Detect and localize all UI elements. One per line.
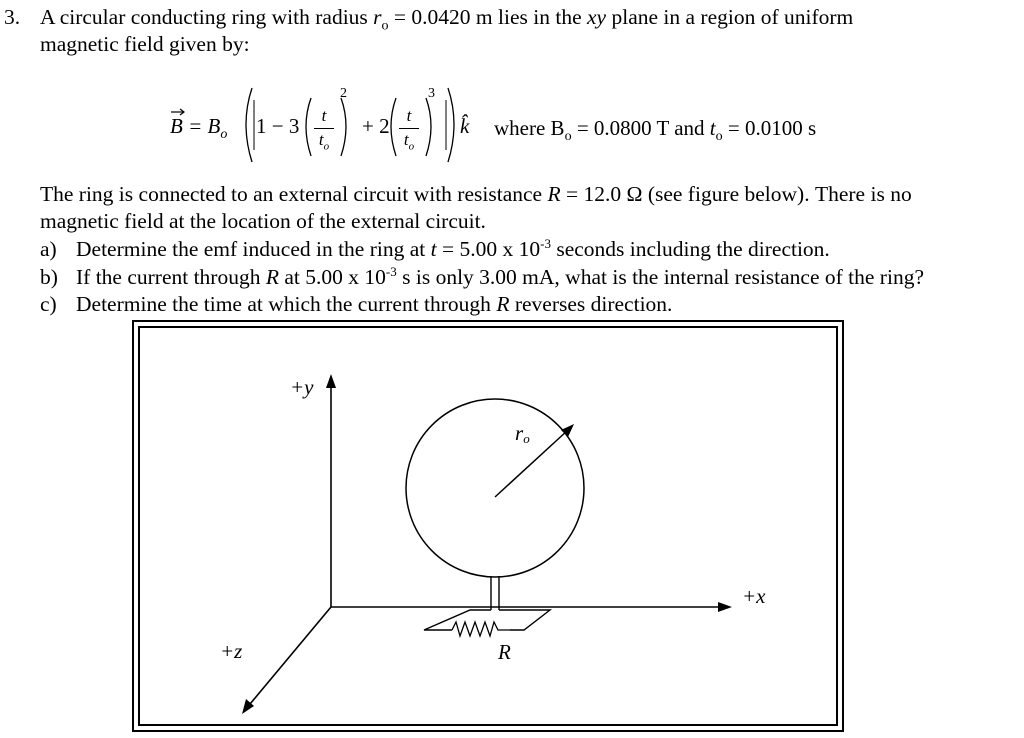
body-text-line2: magnetic field at the location of the external circuit. xyxy=(40,209,486,233)
fraction-2-bar xyxy=(399,128,419,129)
exponent-3: 3 xyxy=(428,86,435,101)
figure-frame-outer xyxy=(133,321,843,731)
z-axis-label: +z xyxy=(220,639,243,663)
circuit-figure xyxy=(132,320,844,732)
exponent-2: 2 xyxy=(340,86,347,101)
fraction-2-numerator: t xyxy=(406,106,412,125)
y-axis-label: +y xyxy=(290,375,314,399)
question-a: a) Determine the emf induced in the ring at t = 5.00 x $10^{-3}$ seconds including the direction. xyxy=(40,236,830,261)
equation-where-clause: where $B_o = 0.0800$ T and $t_o = 0.0100$ s xyxy=(494,116,817,145)
problem-intro-line2: magnetic field given by: xyxy=(40,32,250,56)
y-axis-arrow-icon xyxy=(326,374,336,388)
fraction-1-numerator: t xyxy=(321,106,327,125)
equation-lhs: $B = B_o$ xyxy=(170,114,228,143)
figure-frame-inner xyxy=(139,327,837,725)
question-c: c) Determine the time at which the current through R reverses direction. xyxy=(40,292,673,316)
resistor-icon xyxy=(452,622,510,636)
resistor-label: R xyxy=(498,640,511,664)
fraction-1-bar xyxy=(314,128,334,129)
magnetic-field-equation xyxy=(168,84,1024,164)
radius-label: ro xyxy=(515,421,530,446)
fraction-2-denominator: $t_o$ xyxy=(403,130,415,153)
equation-one-minus: 1 − 3 xyxy=(256,114,300,138)
fraction-1-denominator: $t_o$ xyxy=(318,130,330,153)
problem-number: 3. xyxy=(4,5,21,29)
x-axis-label: +x xyxy=(742,584,766,608)
equation-plus-two: + 2 xyxy=(362,114,390,138)
question-b: b) If the current through R at 5.00 x $10^{-3}$ s is only 3.00 mA, what is the internal resistance of the ring? xyxy=(40,264,924,289)
problem-intro-line1: A circular conducting ring with radius $r_o = 0.0420$ m lies in the xy plane in a region of uniform xyxy=(40,5,854,34)
z-axis xyxy=(250,607,331,704)
unit-vector-k: k̂ xyxy=(460,114,470,138)
conducting-ring xyxy=(406,399,584,577)
radius-line xyxy=(495,430,568,497)
body-text-line1: The ring is connected to an external circuit with resistance R = 12.0 Ω (see figure below). There is no xyxy=(40,182,912,206)
circuit-wire-right xyxy=(499,610,550,630)
x-axis-arrow-icon xyxy=(718,602,732,612)
